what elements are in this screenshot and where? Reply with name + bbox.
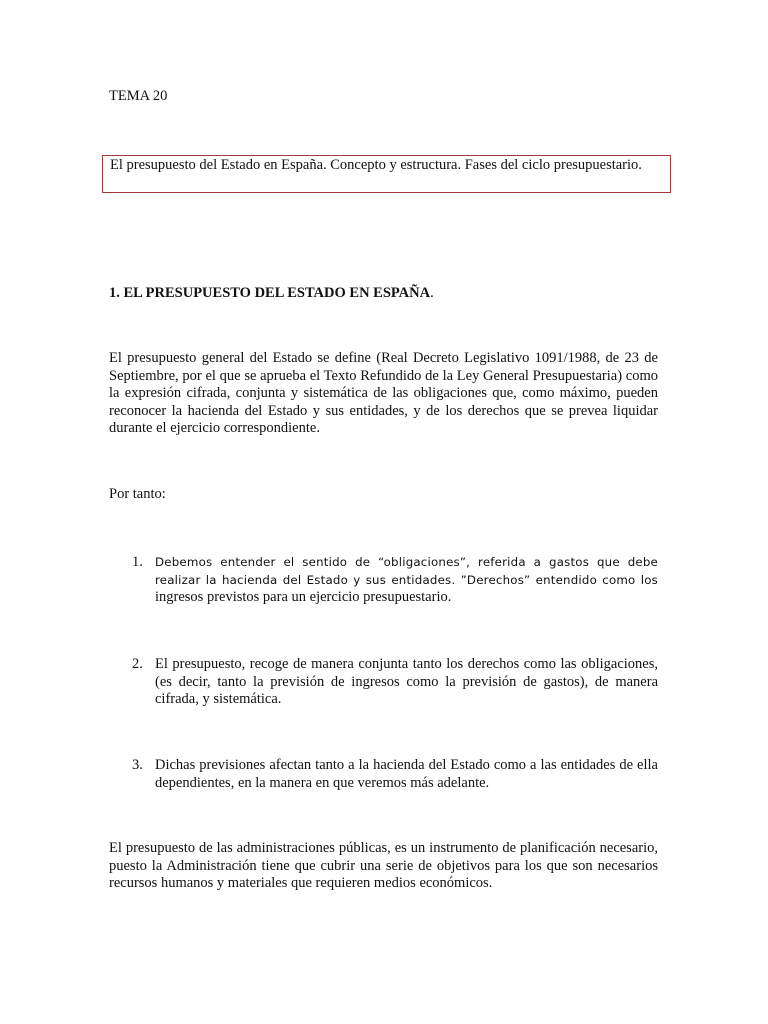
list-item-1-text-sans: Debemos entender el sentido de “obligaciones”, referida a gastos que debe realizar la hacienda del Estado y sus entidades. ”Derechos” entendido como los xyxy=(155,555,658,587)
planning-paragraph: El presupuesto de las administraciones públicas, es un instrumento de planificación necesario, puesto la Administración tiene que cubrir una serie de objetivos para los que son necesarios recursos humanos y materiales que requieren medios económicos. xyxy=(109,840,658,892)
tema-heading: TEMA 20 xyxy=(109,88,168,104)
topic-title-box xyxy=(102,155,671,193)
section-heading xyxy=(109,285,434,302)
list-item-1 xyxy=(155,554,658,607)
list-item-3-number: 3. xyxy=(132,757,143,773)
list-item-3-text: Dichas previsiones afectan tanto a la hacienda del Estado como a las entidades de ella dependientes, en la manera en que veremos más adelante. xyxy=(155,757,658,791)
list-item-2-number: 2. xyxy=(132,656,143,672)
list-item-1-number: 1. xyxy=(132,554,143,570)
definition-paragraph: El presupuesto general del Estado se define (Real Decreto Legislativo 1091/1988, de 23 de Septiembre, por el que se aprueba el Texto Refundido de la Ley General Presupuestaria) como la expresión cifrada, conjunta y sistemática de las obligaciones que, como máximo, pueden reconocer la hacienda del Estado y sus entidades, y de los derechos que se prevea liquidar durante el ejercicio correspondiente. xyxy=(109,350,658,437)
por-tanto-text: Por tanto: xyxy=(109,486,166,502)
section-heading-dot: . xyxy=(430,285,434,301)
list-item-1-text-serif: ingresos previstos para un ejercicio presupuestario. xyxy=(155,589,452,606)
section-heading-text: 1. EL PRESUPUESTO DEL ESTADO EN ESPAÑA xyxy=(109,285,431,301)
topic-title-text: El presupuesto del Estado en España. Concepto y estructura. Fases del ciclo presupuestario. xyxy=(110,157,642,173)
list-item-2-text: El presupuesto, recoge de manera conjunta tanto los derechos como las obligaciones, (es decir, tanto la previsión de ingresos como la previsión de gastos), de manera cifrada, y sistemática. xyxy=(155,656,658,708)
